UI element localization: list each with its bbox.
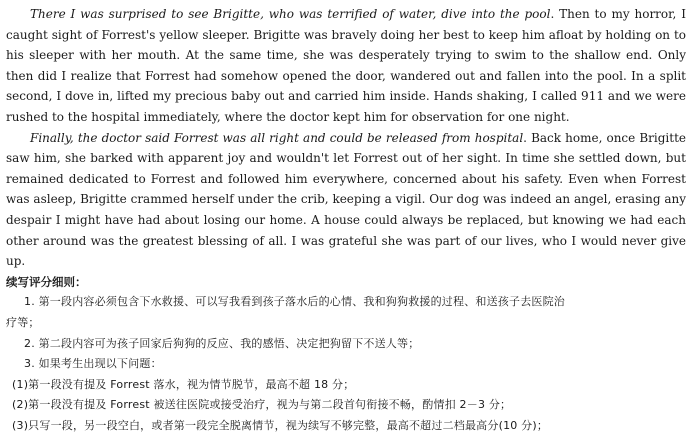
paragraph-1-opening: There I was surprised to see Brigitte, who was terrified of water, dive into the pool: [30, 7, 551, 21]
paragraph-2-body: . Back home, once Brigitte saw him, she barked with apparent joy and wouldn't let Forrest out of her sight. In time she settled down, but remained dedicated to Forrest and followed him everywhere, concerned about his safety. Even when Forrest was asleep, Brigitte crammed herself under the crib, keeping a vigil. Our dog was indeed an angel, erasing any despair I might have had about losing our home. A house could always be replaced, but knowing we had each other around was the greatest blessing of all. I was grateful she was part of our lives, who I would never give up.: [6, 130, 687, 269]
rubric-item-3: 3. 如果考生出现以下问题：: [24, 357, 162, 371]
rubric-sub-item-2: (2)第一段没有提及 Forrest 被送往医院或接受治疗，视为与第二段首句衔接不畅，酌情扣 2－3 分；: [12, 398, 512, 412]
rubric-item-1: 1. 第一段内容必须包含下水救援、可以写我看到孩子落水后的心情、我和狗狗救援的过程、和送孩子去医院治: [24, 295, 565, 309]
story-paragraph-1: [6, 4, 686, 128]
rubric-item-1-continued: 疗等；: [6, 315, 40, 329]
rubric-sub-item-3: (3)只写一段，另一段空白，或者第一段完全脱离情节，视为续写不够完整，最高不超过二档最高分(10 分)；: [12, 418, 549, 432]
rubric-heading: 续写评分细则：: [6, 274, 87, 289]
rubric-item-2: 2. 第二段内容可为孩子回家后狗狗的反应、我的感悟、决定把狗留下不送人等；: [24, 336, 420, 350]
paragraph-1-body: . Then to my horror, I caught sight of Forrest's yellow sleeper. Brigitte was bravely doing her best to keep him afloat by holding on to his sleeper with her mouth. At the same time, she was desperately trying to swim to the shallow end. Only then did I realize that Forrest had somehow opened the door, wandered out and fallen into the pool. In a split second, I dove in, lifted my precious baby out and carried him inside. Hands shaking, I called 911 and we were rushed to the hospital immediately, where the doctor kept him for observation for one night.: [6, 7, 686, 124]
rubric-sub-item-1: (1)第一段没有提及 Forrest 落水，视为情节脱节，最高不超 18 分；: [12, 377, 355, 391]
paragraph-2-opening: Finally, the doctor said Forrest was all right and could be released from hospital: [30, 130, 524, 145]
story-paragraph-2: [6, 128, 686, 272]
